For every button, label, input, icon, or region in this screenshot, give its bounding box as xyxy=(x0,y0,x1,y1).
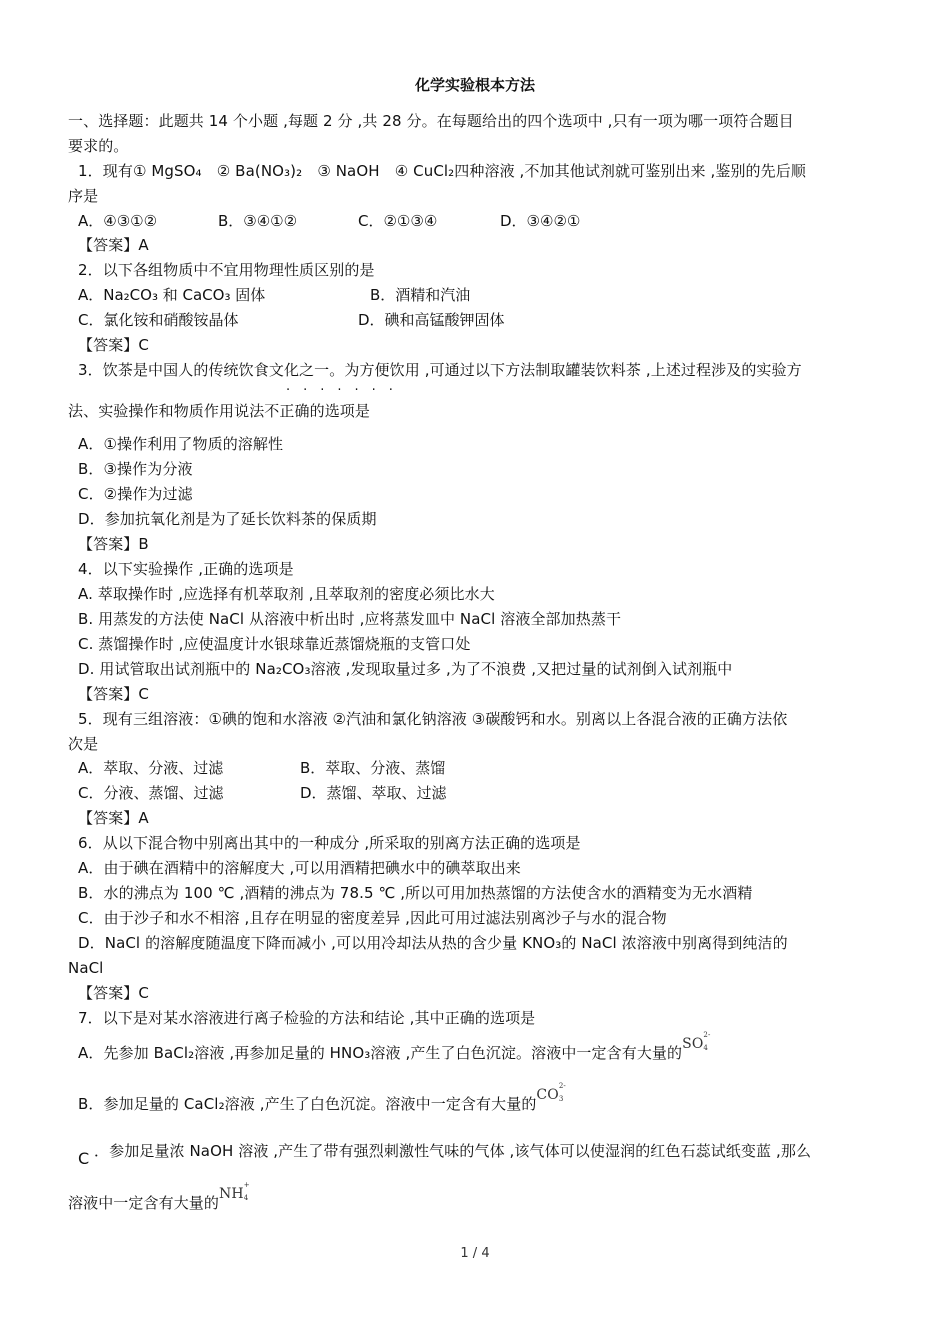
q2-option-a: A．Na₂CO₃ 和 CaCO₃ 固体 xyxy=(78,286,266,304)
q5-stem-line1: 5．现有三组溶液：①碘的饱和水溶液 ②汽油和氯化钠溶液 ③碳酸钙和水。别离以上各混合液的正确方法依 xyxy=(78,710,788,728)
q2-option-d: D．碘和高锰酸钾固体 xyxy=(358,311,505,329)
q6-option-d-line1: D．NaCl 的溶解度随温度下降而减小 ,可以用冷却法从热的含少量 KNO₃的 NaCl 浓溶液中别离得到纯洁的 xyxy=(78,934,788,952)
q2-stem: 2．以下各组物质中不宜用物理性质区别的是 xyxy=(78,261,375,279)
q3-option-c: C．②操作为过滤 xyxy=(78,485,193,503)
carbonate-ion-formula: CO 2- 3 xyxy=(536,1082,566,1103)
ammonium-ion-formula: NH + 4 xyxy=(219,1181,250,1202)
q1-option-a: A．④③①② xyxy=(78,212,158,230)
q4-option-b: B. 用蒸发的方法使 NaCl 从溶液中析出时 ,应将蒸发皿中 NaCl 溶液全部加热蒸干 xyxy=(78,610,622,628)
sulfate-ion-formula: SO 2- 4 xyxy=(682,1031,711,1052)
section-header-line1: 一、选择题：此题共 14 个小题 ,每题 2 分 ,共 28 分。在每题给出的四个选项中 ,只有一项为哪一项符合题目 xyxy=(68,112,794,130)
q3-answer: 【答案】B xyxy=(78,535,149,553)
page-number: 1 / 4 xyxy=(460,1246,490,1261)
q6-answer: 【答案】C xyxy=(78,984,149,1002)
q7-option-c-line2 xyxy=(68,1181,250,1214)
q1-option-b: B．③④①② xyxy=(218,212,298,230)
q6-option-c: C．由于沙子和水不相溶 ,且存在明显的密度差异 ,因此可用过滤法别离沙子与水的混合物 xyxy=(78,909,667,927)
q3-option-d: D．参加抗氧化剂是为了延长饮料茶的保质期 xyxy=(78,510,377,528)
q7-option-c-label: C xyxy=(78,1149,90,1168)
q7-option-c-line1: ．参加足量浓 NaOH 溶液 ,产生了带有强烈刺激性气味的气体 ,该气体可以使湿润的红色石蕊试纸变蓝 ,那么 xyxy=(94,1142,812,1160)
q1-option-d: D．③④②① xyxy=(500,212,581,230)
q6-option-b: B．水的沸点为 100 ℃ ,酒精的沸点为 78.5 ℃ ,所以可用加热蒸馏的方法使含水的酒精变为无水酒精 xyxy=(78,884,753,902)
q6-stem: 6．从以下混合物中别离出其中的一种成分 ,所采取的别离方法正确的选项是 xyxy=(78,834,581,852)
q4-stem: 4．以下实验操作 ,正确的选项是 xyxy=(78,560,294,578)
q5-option-b: B．萃取、分液、蒸馏 xyxy=(300,759,446,777)
q7-option-c-text: 溶液中一定含有大量的 xyxy=(68,1194,220,1212)
section-header-line2: 要求的。 xyxy=(68,137,129,155)
q5-answer: 【答案】A xyxy=(78,809,149,827)
q7-option-a xyxy=(78,1031,711,1064)
q7-option-b-text: B．参加足量的 CaCl₂溶液 ,产生了白色沉淀。溶液中一定含有大量的 xyxy=(78,1095,537,1113)
q3-option-a: A．①操作利用了物质的溶解性 xyxy=(78,435,284,453)
q6-option-a: A．由于碘在酒精中的溶解度大 ,可以用酒精把碘水中的碘萃取出来 xyxy=(78,859,521,877)
q3-emphasis-dots: ······· xyxy=(286,383,406,398)
q4-answer: 【答案】C xyxy=(78,685,149,703)
q3-stem-line1: 3．饮茶是中国人的传统饮食文化之一。为方便饮用 ,可通过以下方法制取罐装饮料茶 ,上述过程涉及的实验方 xyxy=(78,361,802,379)
q1-stem-line1: 1．现有① MgSO₄ ② Ba(NO₃)₂ ③ NaOH ④ CuCl₂四种溶液 ,不加其他试剂就可鉴别出来 ,鉴别的先后顺 xyxy=(78,162,806,180)
q7-stem: 7．以下是对某水溶液进行离子检验的方法和结论 ,其中正确的选项是 xyxy=(78,1009,536,1027)
q1-option-c: C．②①③④ xyxy=(358,212,438,230)
q6-option-d-line2: NaCl xyxy=(68,959,104,977)
q4-option-a: A. 萃取操作时 ,应选择有机萃取剂 ,且萃取剂的密度必须比水大 xyxy=(78,585,495,603)
q3-option-b: B．③操作为分液 xyxy=(78,460,193,478)
q2-option-c: C．氯化铵和硝酸铵晶体 xyxy=(78,311,239,329)
q3-stem-line2: 法、实验操作和物质作用说法不正确的选项是 xyxy=(68,402,371,420)
page-title: 化学实验根本方法 xyxy=(414,76,535,94)
q5-option-d: D．蒸馏、萃取、过滤 xyxy=(300,784,447,802)
q7-option-b xyxy=(78,1082,566,1115)
q1-answer: 【答案】A xyxy=(78,236,149,254)
q7-option-a-text: A．先参加 BaCl₂溶液 ,再参加足量的 HNO₃溶液 ,产生了白色沉淀。溶液中一定含有大量的 xyxy=(78,1044,683,1062)
q1-stem-line2: 序是 xyxy=(68,187,99,205)
q2-answer: 【答案】C xyxy=(78,336,149,354)
q2-option-b: B．酒精和汽油 xyxy=(370,286,471,304)
q4-option-d: D. 用试管取出试剂瓶中的 Na₂CO₃溶液 ,发现取量过多 ,为了不浪费 ,又把过量的试剂倒入试剂瓶中 xyxy=(78,660,733,678)
q4-option-c: C. 蒸馏操作时 ,应使温度计水银球靠近蒸馏烧瓶的支管口处 xyxy=(78,635,471,653)
q5-option-c: C．分液、蒸馏、过滤 xyxy=(78,784,224,802)
q5-option-a: A．萃取、分液、过滤 xyxy=(78,759,224,777)
q5-stem-line2: 次是 xyxy=(68,735,99,753)
